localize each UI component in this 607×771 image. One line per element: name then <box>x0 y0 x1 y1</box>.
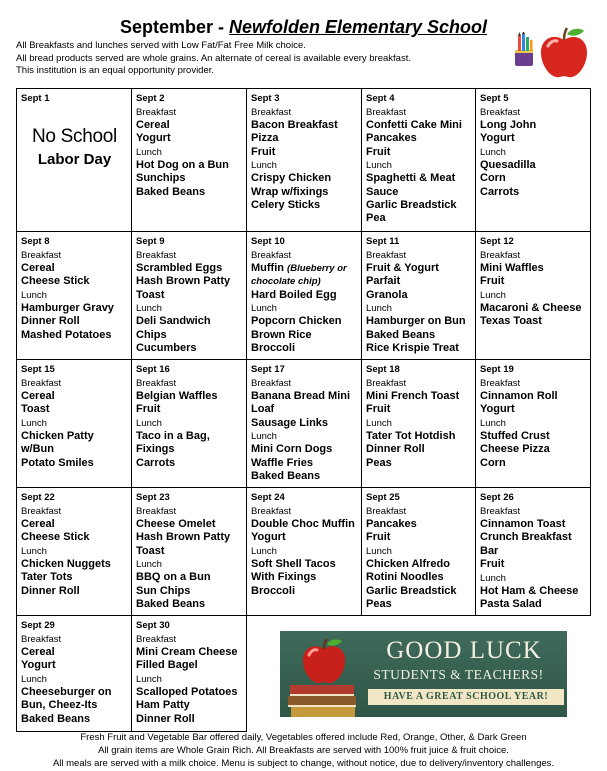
lunch-label: Lunch <box>136 303 162 315</box>
menu-item: Loaf <box>251 403 275 416</box>
breakfast-label: Breakfast <box>366 378 407 389</box>
day-cell <box>362 232 476 360</box>
footer-line: All meals are served with a milk choice. Menu is subject to change, without notice, due to delivery/inventory challenges. <box>52 758 555 769</box>
menu-item: Sauce <box>366 185 399 198</box>
lunch-label: Lunch <box>251 303 277 315</box>
menu-item: Baked Beans <box>251 470 321 483</box>
menu-item-name: Muffin <box>251 262 284 274</box>
menu-item: Garlic Breadstick <box>366 199 457 212</box>
menu-item: Macaroni & Cheese <box>480 301 582 314</box>
day-date: Sept 1 <box>21 93 50 104</box>
day-date: Sept 25 <box>366 492 400 503</box>
no-school-text: No School <box>32 126 117 147</box>
menu-item: Toast <box>21 403 50 416</box>
menu-item: Hash Brown Patty <box>136 531 231 544</box>
day-cell <box>132 232 247 360</box>
menu-item: Dinner Roll <box>136 712 195 725</box>
menu-item: Fruit <box>366 145 391 158</box>
day-date: Sept 10 <box>251 236 285 247</box>
menu-item: Yogurt <box>21 659 56 672</box>
week-row <box>17 232 591 360</box>
day-date: Sept 19 <box>480 364 514 375</box>
lunch-label: Lunch <box>480 572 506 584</box>
menu-item: Texas Toast <box>480 315 542 328</box>
lunch-label: Lunch <box>21 545 47 557</box>
breakfast-label: Breakfast <box>21 506 62 517</box>
breakfast-label: Breakfast <box>251 250 292 261</box>
header-notes <box>16 40 411 78</box>
menu-item: Bar <box>480 544 499 557</box>
menu-item: Rice Krispie Treat <box>366 342 459 355</box>
menu-item: Peas <box>366 598 392 611</box>
banner-subheading: STUDENTS & TEACHERS! <box>373 667 544 682</box>
menu-item: Mini Cream Cheese <box>136 646 238 658</box>
day-cell <box>476 488 591 616</box>
menu-item: Popcorn Chicken <box>251 315 342 328</box>
lunch-label: Lunch <box>251 160 277 172</box>
menu-item: Ham Patty <box>136 699 190 712</box>
lunch-label: Lunch <box>366 545 392 557</box>
menu-item: Hamburger Gravy <box>21 301 114 314</box>
menu-item: Quesadilla <box>480 158 536 171</box>
day-date: Sept 2 <box>136 93 165 104</box>
breakfast-label: Breakfast <box>136 107 177 118</box>
menu-item: Chicken Alfredo <box>366 557 450 570</box>
menu-item: Peas <box>366 456 392 469</box>
note-line: All Breakfasts and lunches served with Low Fat/Fat Free Milk choice. <box>16 40 306 51</box>
menu-item: Cinnamon Toast <box>480 518 566 530</box>
menu-item: Cheese Pizza <box>480 443 550 456</box>
breakfast-label: Breakfast <box>136 378 177 389</box>
school-name: Newfolden Elementary School <box>228 17 488 37</box>
day-date: Sept 24 <box>251 492 285 503</box>
day-date: Sept 11 <box>366 236 400 247</box>
menu-item: Tater Tots <box>21 571 73 584</box>
day-date: Sept 9 <box>136 236 165 247</box>
lunch-label: Lunch <box>366 160 392 172</box>
lunch-label: Lunch <box>251 545 277 557</box>
day-cell <box>132 488 247 616</box>
menu-item: Potato Smiles <box>21 456 94 469</box>
day-cell <box>132 360 247 488</box>
menu-item-note: (Blueberry or chocolate chip) <box>251 263 347 288</box>
menu-item: Yogurt <box>136 132 171 145</box>
no-school-notice <box>21 125 128 171</box>
menu-item: Stuffed Crust <box>480 429 550 442</box>
day-cell <box>247 89 362 232</box>
lunch-label: Lunch <box>366 303 392 315</box>
day-date: Sept 4 <box>366 93 395 104</box>
menu-item: Cheese Omelet <box>136 518 216 530</box>
menu-item: Fruit <box>251 145 276 158</box>
menu-item: Parfait <box>366 275 401 288</box>
lunch-label: Lunch <box>480 417 506 429</box>
menu-item: Fruit <box>136 403 161 416</box>
holiday-name: Labor Day <box>37 151 112 168</box>
day-date: Sept 8 <box>21 236 50 247</box>
menu-item: Bun, Cheez-Its <box>21 699 98 712</box>
good-luck-banner <box>280 631 567 717</box>
menu-item: Cereal <box>21 646 55 658</box>
breakfast-label: Breakfast <box>21 378 62 389</box>
menu-item: Crispy Chicken <box>251 172 332 185</box>
breakfast-label: Breakfast <box>21 634 62 645</box>
menu-item: Cheese Stick <box>21 531 90 544</box>
lunch-label: Lunch <box>136 146 162 158</box>
day-cell <box>132 89 247 232</box>
menu-item: Long John <box>480 119 537 131</box>
menu-item: Toast <box>136 288 165 301</box>
menu-item: Waffle Fries <box>251 456 313 469</box>
day-cell <box>362 488 476 616</box>
banner-tagline: HAVE A GREAT SCHOOL YEAR! <box>368 689 564 705</box>
menu-item: Pea <box>366 212 386 225</box>
menu-item: Corn <box>480 456 506 469</box>
menu-item: Double Choc Muffin <box>251 518 355 530</box>
lunch-label: Lunch <box>136 417 162 429</box>
menu-item: Pizza <box>251 132 279 145</box>
menu-item: Pancakes <box>366 518 417 530</box>
day-date: Sept 12 <box>480 236 514 247</box>
day-cell <box>247 488 362 616</box>
week-row <box>17 360 591 488</box>
menu-item: Hot Ham & Cheese <box>480 584 579 597</box>
menu-item: Fruit <box>480 275 505 288</box>
menu-item: Yogurt <box>480 132 515 145</box>
menu-item: Carrots <box>136 456 176 469</box>
menu-item: Hot Dog on a Bun <box>136 158 229 171</box>
breakfast-label: Breakfast <box>251 378 292 389</box>
day-cell <box>362 360 476 488</box>
menu-item: Banana Bread Mini <box>251 390 351 402</box>
day-date: Sept 18 <box>366 364 400 375</box>
note-line: All bread products served are whole grains. An alternate of cereal is available every breakfast. <box>16 52 411 64</box>
menu-item: Baked Beans <box>366 328 436 341</box>
menu-item: Brown Rice <box>251 328 312 341</box>
day-cell <box>17 360 132 488</box>
menu-item: Baked Beans <box>136 185 206 198</box>
week-row <box>17 488 591 616</box>
breakfast-label: Breakfast <box>251 107 292 118</box>
note-line: This institution is an equal opportunity provider. <box>16 65 215 76</box>
menu-item: Mini Corn Dogs <box>251 443 333 456</box>
menu-item: Chicken Nuggets <box>21 557 111 570</box>
menu-item: Belgian Waffles <box>136 390 218 402</box>
menu-item: Mini French Toast <box>366 390 460 402</box>
lunch-label: Lunch <box>366 417 392 429</box>
lunch-label: Lunch <box>21 673 47 685</box>
menu-item: Broccoli <box>251 342 296 355</box>
menu-item: Sausage Links <box>251 416 329 429</box>
day-date: Sept 26 <box>480 492 514 503</box>
menu-item: Cereal <box>21 262 55 274</box>
footer-line: Fresh Fruit and Vegetable Bar offered daily, Vegetables offered include Red, Orange, Other, & Dark Green <box>80 732 527 743</box>
day-date: Sept 16 <box>136 364 170 375</box>
menu-item: Deli Sandwich <box>136 315 211 328</box>
menu-item: Chips <box>136 328 167 341</box>
menu-item: Baked Beans <box>136 598 206 611</box>
menu-item: Dinner Roll <box>366 443 425 456</box>
menu-item: w/Bun <box>21 443 54 456</box>
menu-item: Confetti Cake Mini <box>366 119 462 131</box>
menu-item: Dinner Roll <box>21 315 80 328</box>
breakfast-label: Breakfast <box>480 250 521 261</box>
menu-item: Taco in a Bag, <box>136 429 210 442</box>
day-cell <box>17 232 132 360</box>
menu-item: Fruit <box>366 531 391 544</box>
menu-item: Cereal <box>21 390 55 402</box>
menu-item: Cucumbers <box>136 342 197 355</box>
menu-item: Cereal <box>136 119 170 131</box>
menu-item: Baked Beans <box>21 712 91 725</box>
menu-item: Crunch Breakfast <box>480 531 572 544</box>
footer-line: All grain items are Whole Grain Rich. All Breakfasts are served with 100% fruit juice & fruit choice. <box>98 745 509 756</box>
breakfast-label: Breakfast <box>251 506 292 517</box>
menu-item: Corn <box>480 172 506 185</box>
menu-item: Hard Boiled Egg <box>251 288 337 301</box>
lunch-label: Lunch <box>21 289 47 301</box>
day-date: Sept 3 <box>251 93 280 104</box>
menu-item: BBQ on a Bun <box>136 571 211 584</box>
menu-item: Scalloped Potatoes <box>136 685 238 698</box>
menu-item: Cheese Stick <box>21 275 90 288</box>
footer <box>0 731 607 770</box>
menu-item: Yogurt <box>251 531 286 544</box>
menu-item: Dinner Roll <box>21 584 80 597</box>
breakfast-label: Breakfast <box>480 107 521 118</box>
menu-item: Mashed Potatoes <box>21 328 112 341</box>
menu-item: Hash Brown Patty <box>136 275 231 288</box>
day-cell <box>362 89 476 232</box>
menu-item: Cinnamon Roll <box>480 390 558 402</box>
lunch-label: Lunch <box>21 417 47 429</box>
menu-item: Carrots <box>480 185 520 198</box>
day-date: Sept 29 <box>21 620 55 631</box>
breakfast-label: Breakfast <box>366 506 407 517</box>
menu-calendar <box>16 88 591 732</box>
title-prefix: September - <box>119 17 229 37</box>
breakfast-label: Breakfast <box>136 634 177 645</box>
banner-cell <box>247 616 591 732</box>
breakfast-label: Breakfast <box>136 506 177 517</box>
menu-item: Hamburger on Bun <box>366 315 466 328</box>
lunch-label: Lunch <box>251 431 277 443</box>
day-date: Sept 17 <box>251 364 285 375</box>
breakfast-label: Breakfast <box>366 107 407 118</box>
day-cell <box>247 232 362 360</box>
menu-item: Fruit <box>366 403 391 416</box>
banner-heading: GOOD LUCK <box>386 637 542 664</box>
day-cell <box>476 360 591 488</box>
menu-item <box>251 262 358 289</box>
day-cell <box>17 616 132 732</box>
menu-item: Bacon Breakfast <box>251 119 338 131</box>
menu-item: With Fixings <box>251 571 317 584</box>
day-date: Sept 5 <box>480 93 509 104</box>
apple-icon <box>538 26 590 80</box>
day-cell <box>247 360 362 488</box>
lunch-label: Lunch <box>480 289 506 301</box>
apple-icon <box>300 637 348 685</box>
menu-item: Granola <box>366 288 408 301</box>
day-cell <box>17 89 132 232</box>
breakfast-label: Breakfast <box>480 378 521 389</box>
day-cell <box>17 488 132 616</box>
menu-item: Pancakes <box>366 132 417 145</box>
day-cell <box>132 616 247 732</box>
menu-item: Broccoli <box>251 584 296 597</box>
pencil-cup-icon <box>512 32 538 68</box>
menu-item: Fruit & Yogurt <box>366 262 439 274</box>
menu-item: Yogurt <box>480 403 515 416</box>
menu-item: Fruit <box>480 558 505 571</box>
day-cell <box>476 232 591 360</box>
day-date: Sept 30 <box>136 620 170 631</box>
breakfast-label: Breakfast <box>480 506 521 517</box>
menu-item: Cheeseburger on <box>21 685 112 698</box>
day-date: Sept 23 <box>136 492 170 503</box>
menu-item: Garlic Breadstick <box>366 584 457 597</box>
breakfast-label: Breakfast <box>136 250 177 261</box>
menu-item: Spaghetti & Meat <box>366 172 456 185</box>
menu-item: Toast <box>136 544 165 557</box>
menu-item: Celery Sticks <box>251 199 321 212</box>
day-date: Sept 22 <box>21 492 55 503</box>
menu-item: Filled Bagel <box>136 659 198 672</box>
menu-item: Sunchips <box>136 172 186 185</box>
menu-item: Fixings <box>136 443 175 456</box>
lunch-label: Lunch <box>136 673 162 685</box>
week-row <box>17 89 591 232</box>
menu-item: Cereal <box>21 518 55 530</box>
books-icon <box>288 683 358 717</box>
menu-item: Sun Chips <box>136 584 191 597</box>
menu-item: Soft Shell Tacos <box>251 557 336 570</box>
week-row <box>17 616 591 732</box>
menu-item: Scrambled Eggs <box>136 262 223 274</box>
day-cell <box>476 89 591 232</box>
menu-item: Mini Waffles <box>480 262 544 274</box>
menu-item: Wrap w/fixings <box>251 185 329 198</box>
menu-item: Tater Tot Hotdish <box>366 429 456 442</box>
lunch-label: Lunch <box>136 559 162 571</box>
lunch-label: Lunch <box>480 146 506 158</box>
breakfast-label: Breakfast <box>21 250 62 261</box>
menu-item: Pasta Salad <box>480 598 542 611</box>
day-date: Sept 15 <box>21 364 55 375</box>
menu-item: Chicken Patty <box>21 429 94 442</box>
breakfast-label: Breakfast <box>366 250 407 261</box>
menu-item: Rotini Noodles <box>366 571 444 584</box>
